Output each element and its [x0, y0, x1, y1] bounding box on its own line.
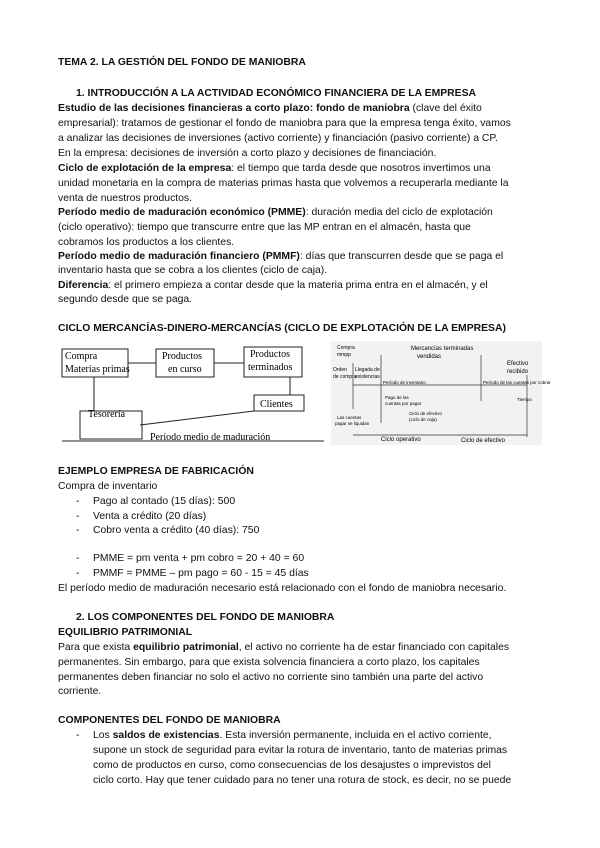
paragraph-line: empresarial): tratamos de gestionar el fondo de maniobra para que la empresa tenga éxito, vamos	[58, 118, 511, 129]
paragraph-line: unidad monetaria en la compra de materias primas hasta que volvemos a recuperarla mediante la	[58, 178, 509, 189]
mmpp-label: mmpp	[337, 352, 351, 358]
cuentas-pagar-label: Las cuentas	[337, 415, 362, 420]
ciclo-diagram-left	[58, 341, 326, 445]
section-2-heading: 2. LOS COMPONENTES DEL FONDO DE MANIOBRA	[76, 612, 335, 623]
componentes-heading: COMPONENTES DEL FONDO DE MANIOBRA	[58, 715, 281, 726]
efectivo-label-2: recibido	[507, 369, 529, 375]
terminados-label: terminados	[248, 362, 293, 373]
llegada-label-2: existencias	[355, 374, 380, 380]
list-item: Cobro venta a crédito (40 días): 750	[93, 525, 260, 536]
bullet-dash: -	[76, 511, 80, 522]
bold-term: Ciclo de explotación de la empresa	[58, 163, 232, 174]
paragraph-line: Estudio de las decisiones financieras a corto plazo: fondo de maniobra (clave del éxito	[58, 103, 482, 114]
ciclo-caja-label-2: (ciclo de caja)	[409, 417, 437, 422]
bold-term: Período medio de maduración financiero (PMMF)	[58, 251, 300, 262]
bullet-dash: -	[76, 525, 80, 536]
paragraph-line: permanentes. Sin embargo, para que exista solvencia financiera a corto plazo, los capitales	[58, 657, 480, 668]
paragraph-line: ciclo corto. Hay que tener cuidado para no tener una rotura de stock, es decir, no se puede	[93, 775, 512, 786]
paragraph-line: inventario hasta que se cobra a los clientes (ciclo de caja).	[58, 265, 328, 276]
productos-label: Productos	[162, 351, 202, 362]
llegada-label: Llegada de	[355, 367, 380, 373]
list-item: Pago al contado (15 días): 500	[93, 496, 236, 507]
ciclo-heading: CICLO MERCANCÍAS-DINERO-MERCANCÍAS (CICLO DE EXPLOTACIÓN DE LA EMPRESA)	[58, 323, 506, 334]
list-item: Venta a crédito (20 días)	[93, 511, 207, 522]
formula-item: PMME = pm venta + pm cobro = 20 + 40 = 60	[93, 553, 305, 564]
bullet-dash: -	[76, 553, 80, 564]
periodo-label: Período medio de maduración	[150, 432, 271, 443]
vendidas-label-2: vendidas	[417, 354, 442, 360]
vendidas-label: Mercancías terminadas	[411, 346, 474, 352]
materias-label: Materias primas	[65, 364, 130, 375]
paragraph-line: permanentes deben financiar no solo el activo no corriente sino también una parte del activo	[58, 672, 484, 683]
ciclo-caja-label: Ciclo de efectivo	[409, 411, 443, 416]
en-curso-label: en curso	[168, 364, 202, 375]
paragraph-line: supone un stock de seguridad para evitar la rotura de inventario, tanto de materias primas	[93, 745, 508, 756]
tesoreria-label: Tesorería	[88, 409, 126, 420]
tiempo-label: Tiempo	[517, 397, 532, 402]
paragraph-line: como de productos en curso, como consecuencias de los desajustes o imprevistos del	[93, 760, 491, 771]
ciclo-diagram-right	[331, 341, 551, 445]
paragraph-line: cobramos los productos a los clientes.	[58, 237, 235, 248]
bold-term: equilibrio patrimonial	[133, 642, 239, 653]
ciclo-ef-label: Ciclo de efectivo	[461, 438, 506, 444]
paragraph-line: a analizar las decisiones de inversiones (activo corriente) y financiación (pasivo corriente) a CP.	[58, 133, 498, 144]
paragraph-line: corriente.	[58, 686, 102, 697]
equilibrio-heading: EQUILIBRIO PATRIMONIAL	[58, 627, 193, 638]
bullet-dash: -	[76, 730, 80, 741]
compra-label: Compra	[65, 351, 98, 362]
section-1-heading: 1. INTRODUCCIÓN A LA ACTIVIDAD ECONÓMICO FINANCIERA DE LA EMPRESA	[76, 88, 477, 99]
document-title: TEMA 2. LA GESTIÓN DEL FONDO DE MANIOBRA	[58, 57, 306, 68]
paragraph-line: Período medio de maduración económico (PMME): duración media del ciclo de explotación	[58, 207, 493, 218]
cuentas-label: Período de las cuentas por cobrar	[483, 380, 551, 385]
ejemplo-intro: Compra de inventario	[58, 481, 158, 492]
paragraph-line: En la empresa: decisiones de inversión a corto plazo y decisiones de financiación.	[58, 148, 437, 159]
orden-label: Orden	[333, 367, 347, 373]
bold-term: Diferencia	[58, 280, 109, 291]
paragraph-line: venta de nuestros productos.	[58, 193, 193, 204]
bold-term: saldos de existencias	[112, 730, 220, 741]
paragraph-line: Los saldos de existencias. Esta inversión permanente, incluida en el activo corriente,	[93, 730, 492, 741]
bold-term: Estudio de las decisiones financieras a corto plazo: fondo de maniobra	[58, 103, 410, 114]
formula-item: PMMF = PMME – pm pago = 60 - 15 = 45 días	[93, 568, 309, 579]
paragraph-line: (ciclo operativo): tiempo que transcurre entre que las MP entran en el almacén, hasta que	[58, 222, 471, 233]
bullet-dash: -	[76, 568, 80, 579]
efectivo-label: Efectivo	[507, 361, 529, 367]
paragraph-line: segundo desde que se paga.	[58, 294, 193, 305]
paragraph-line: Ciclo de explotación de la empresa: el tiempo que tarda desde que nosotros invertimos una	[58, 163, 491, 174]
ciclo-op-label: Ciclo operativo	[381, 437, 421, 443]
bold-term: Período medio de maduración económico (PMME)	[58, 207, 306, 218]
clientes-label: Clientes	[260, 399, 293, 410]
ejemplo-nota: El período medio de maduración necesario está relacionado con el fondo de maniobra necesario.	[58, 583, 507, 594]
pago-label-2: cuentas por pagar	[385, 401, 422, 406]
paragraph-line: Para que exista equilibrio patrimonial, el activo no corriente ha de estar financiado con capitales	[58, 642, 510, 653]
bullet-dash: -	[76, 496, 80, 507]
inventario-label: Período de inventario	[383, 380, 426, 385]
productos-terminados-label: Productos	[250, 349, 290, 360]
orden-label-2: de compra	[333, 374, 357, 380]
ejemplo-heading: EJEMPLO EMPRESA DE FABRICACIÓN	[58, 466, 254, 477]
paragraph-line: Período medio de maduración financiero (PMMF): días que transcurren desde que se paga el	[58, 251, 504, 262]
compra-label: Compra	[337, 345, 355, 351]
cuentas-pagar-label-2: pagar se liquidan	[335, 421, 370, 426]
pago-label: Pago de las	[385, 395, 409, 400]
paragraph-line: Diferencia: el primero empieza a contar desde que la materia prima entra en el almacén, y el	[58, 280, 488, 291]
